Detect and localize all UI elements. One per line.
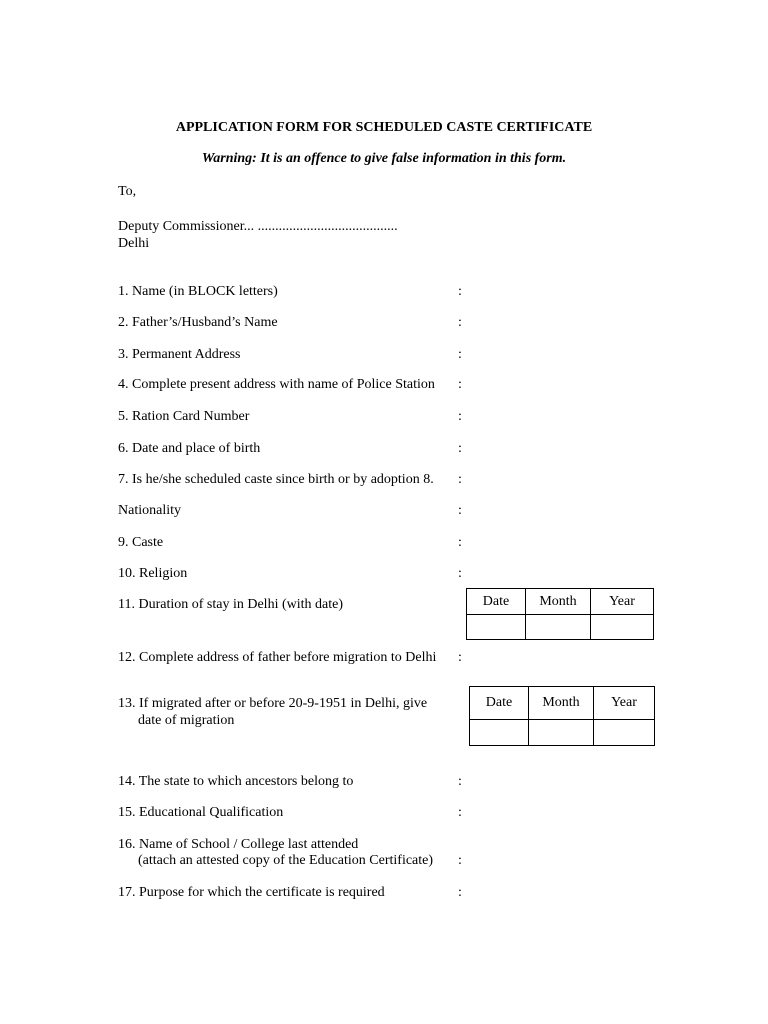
field-label-present-address: 4. Complete present address with name of Police Station <box>118 377 435 392</box>
year-column-header: Year <box>594 687 655 720</box>
field-colon-permanent-address: : <box>458 347 462 362</box>
year-column-header: Year <box>591 589 654 615</box>
migration-date-table <box>469 686 655 746</box>
field-label-education: 15. Educational Qualification <box>118 805 284 820</box>
warning-text: Warning: It is an offence to give false information in this form. <box>201 151 567 166</box>
field-colon-name: : <box>458 284 462 299</box>
date-column-header: Date <box>467 589 526 615</box>
field-label-duration-of-stay: 11. Duration of stay in Delhi (with date) <box>118 597 343 612</box>
year-input-cell[interactable] <box>594 720 655 746</box>
field-label-father-husband-name: 2. Father’s/Husband’s Name <box>118 315 278 330</box>
field-label-ancestor-state: 14. The state to which ancestors belong to <box>118 774 354 789</box>
field-colon-nationality: : <box>458 503 462 518</box>
salutation: To, <box>118 184 137 199</box>
field-label-purpose: 17. Purpose for which the certificate is required <box>118 885 385 900</box>
field-label-birth: 6. Date and place of birth <box>118 441 261 456</box>
field-label-caste-since-birth: 7. Is he/she scheduled caste since birth or by adoption 8. <box>118 472 434 487</box>
field-label-nationality: Nationality <box>118 503 181 518</box>
field-colon-religion: : <box>458 566 462 581</box>
field-colon-birth: : <box>458 441 462 456</box>
field-label-ration-card: 5. Ration Card Number <box>118 409 250 424</box>
field-colon-purpose: : <box>458 885 462 900</box>
field-label-father-address-before-migration: 12. Complete address of father before migration to Delhi <box>118 650 437 665</box>
field-label-migration: 13. If migrated after or before 20-9-1951 in Delhi, give <box>118 696 428 711</box>
field-label-permanent-address: 3. Permanent Address <box>118 347 241 362</box>
field-colon-caste-since-birth: : <box>458 472 462 487</box>
field-colon-father-address-before-migration: : <box>458 650 462 665</box>
field-colon-school: : <box>458 853 462 868</box>
field-label-migration-line2: date of migration <box>138 713 235 728</box>
date-input-cell[interactable] <box>467 615 526 640</box>
field-colon-education: : <box>458 805 462 820</box>
duration-date-table <box>466 588 654 640</box>
field-label-religion: 10. Religion <box>118 566 188 581</box>
field-label-name: 1. Name (in BLOCK letters) <box>118 284 278 299</box>
field-colon-present-address: : <box>458 377 462 392</box>
field-label-school-line2: (attach an attested copy of the Education Certificate) <box>138 853 434 868</box>
field-label-caste: 9. Caste <box>118 535 164 550</box>
field-colon-caste: : <box>458 535 462 550</box>
year-input-cell[interactable] <box>591 615 654 640</box>
month-input-cell[interactable] <box>529 720 594 746</box>
field-colon-father-husband-name: : <box>458 315 462 330</box>
date-input-cell[interactable] <box>470 720 529 746</box>
month-column-header: Month <box>529 687 594 720</box>
field-colon-ancestor-state: : <box>458 774 462 789</box>
field-label-school: 16. Name of School / College last attended <box>118 837 359 852</box>
field-colon-ration-card: : <box>458 409 462 424</box>
addressee-line-2: Delhi <box>118 236 150 251</box>
month-input-cell[interactable] <box>526 615 591 640</box>
form-title: APPLICATION FORM FOR SCHEDULED CASTE CERTIFICATE <box>175 120 593 135</box>
month-column-header: Month <box>526 589 591 615</box>
addressee-line-1: Deputy Commissioner... ........................................ <box>118 219 398 234</box>
date-column-header: Date <box>470 687 529 720</box>
